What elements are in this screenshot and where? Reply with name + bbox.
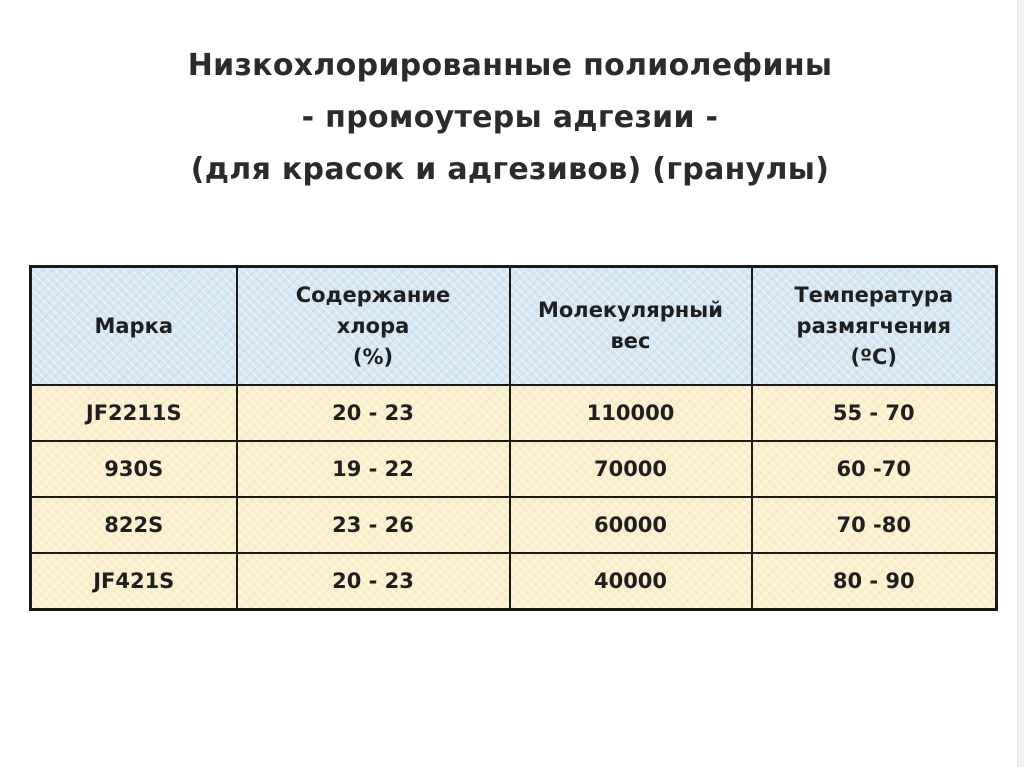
cell-molecular-weight: 70000 — [510, 441, 752, 497]
header-temperature-line-3: (ºC) — [850, 344, 897, 369]
cell-chlorine: 20 - 23 — [237, 553, 510, 610]
header-chlorine-line-2: хлора — [336, 313, 410, 338]
header-temperature-line-1: Температура — [794, 282, 954, 307]
table-row — [31, 553, 997, 610]
cell-molecular-weight: 40000 — [510, 553, 752, 610]
cell-brand: 930S — [31, 441, 237, 497]
header-brand — [31, 267, 237, 386]
cell-molecular-weight: 60000 — [510, 497, 752, 553]
cell-chlorine: 19 - 22 — [237, 441, 510, 497]
cell-molecular-weight: 110000 — [510, 385, 752, 441]
title-line-1: Низкохлорированные полиолефины — [187, 48, 833, 83]
cell-softening-temp: 80 - 90 — [752, 553, 997, 610]
product-table — [29, 265, 998, 611]
cell-chlorine: 20 - 23 — [237, 385, 510, 441]
table-row — [31, 497, 997, 553]
header-chlorine-line-1: Содержание — [295, 282, 451, 307]
title-line-3: (для красок и адгезивов) (гранулы) — [190, 152, 830, 187]
header-molecular-line-2: вес — [610, 329, 651, 353]
header-chlorine-content — [237, 267, 510, 386]
cell-softening-temp: 70 -80 — [752, 497, 997, 553]
header-molecular-weight — [510, 267, 752, 386]
header-temperature-line-2: размягчения — [796, 313, 951, 338]
cell-softening-temp: 60 -70 — [752, 441, 997, 497]
cell-brand: JF421S — [31, 553, 237, 610]
header-row — [31, 267, 997, 386]
table-row — [31, 385, 997, 441]
title-line-2: - промоутеры адгезии - — [301, 100, 719, 135]
header-chlorine-line-3: (%) — [352, 344, 394, 369]
header-molecular-line-1: Молекулярный — [537, 298, 723, 322]
header-softening-temperature — [752, 267, 997, 386]
header-brand-label: Марка — [94, 313, 174, 338]
cell-brand: 822S — [31, 497, 237, 553]
slide-edge — [1017, 0, 1024, 767]
cell-softening-temp: 55 - 70 — [752, 385, 997, 441]
table-row — [31, 441, 997, 497]
cell-brand: JF2211S — [31, 385, 237, 441]
cell-chlorine: 23 - 26 — [237, 497, 510, 553]
slide-title — [60, 40, 960, 196]
